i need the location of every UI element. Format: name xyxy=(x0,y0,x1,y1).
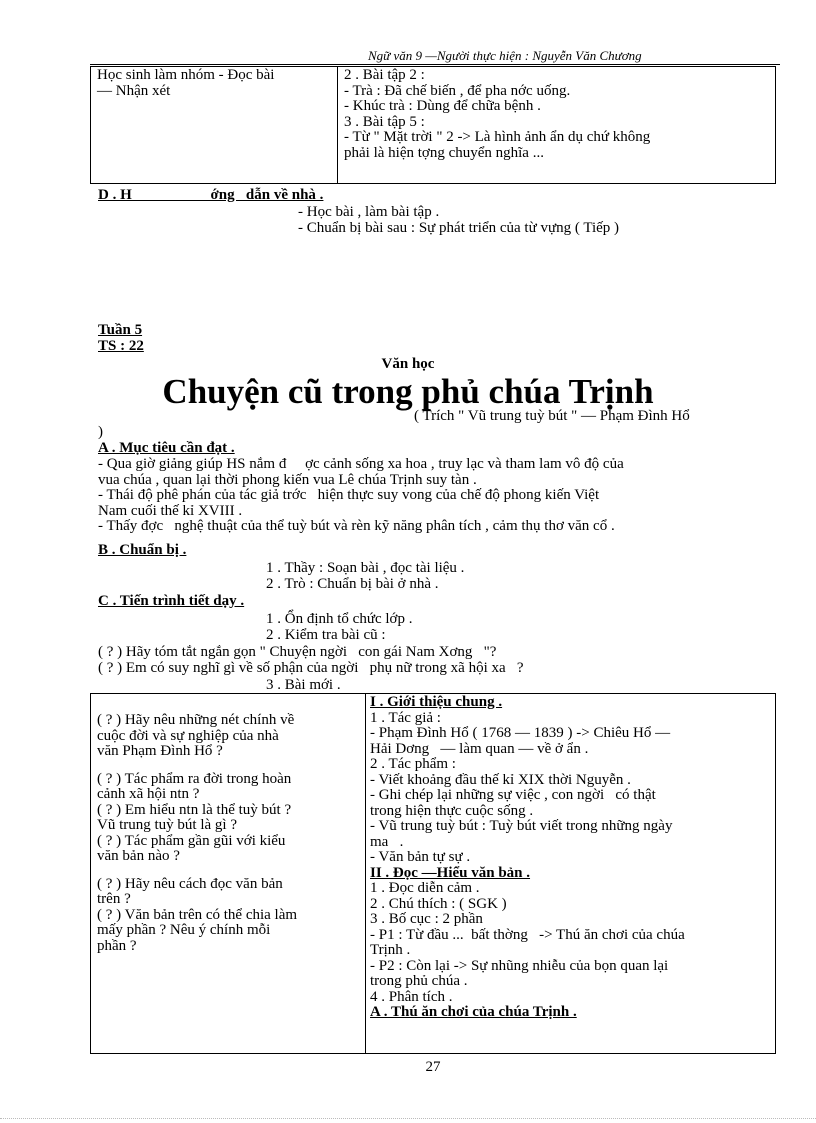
homework-item: - Học bài , làm bài tập . xyxy=(298,204,440,220)
text-line: Hải Dơng — làm quan — về ở ẩn . xyxy=(370,740,589,757)
text-line: ( ? ) Em hiểu ntn là thể tuỳ bút ? xyxy=(97,801,292,818)
text-line: - P2 : Còn lại -> Sự nhũng nhiễu của bọn quan lại xyxy=(370,957,669,974)
text-line: phải là hiện tợng chuyển nghĩa ... xyxy=(344,144,544,161)
text-line: — Nhận xét xyxy=(97,82,171,99)
running-header: Ngữ văn 9 —Người thực hiện : Nguyễn Văn Chương xyxy=(368,48,642,63)
prep-item: 2 . Trò : Chuẩn bị bài ở nhà . xyxy=(266,576,439,592)
page-number: 27 xyxy=(425,1059,441,1075)
lesson-source: ( Trích " Vũ trung tuỳ bút " — Phạm Đình Hổ xyxy=(414,408,690,424)
text-line: cuộc đời và sự nghiệp của nhà xyxy=(97,727,279,744)
section-b-heading: B . Chuẩn bị . xyxy=(98,542,187,558)
subject-label: Văn học xyxy=(381,356,435,372)
text-line: - P1 : Từ đầu ... bất thờng -> Thú ăn chơi của chúa xyxy=(370,926,685,943)
lesson-table xyxy=(90,693,776,1054)
text-line: mấy phần ? Nêu ý chính mỗi xyxy=(97,922,271,938)
text-line: phần ? xyxy=(97,937,137,954)
procedure-item: 2 . Kiểm tra bài cũ : xyxy=(266,627,386,643)
week-label: Tuần 5 xyxy=(98,322,143,338)
text-line: vua chúa , quan lại thời phong kiến vua Lê chúa Trịnh suy tàn . xyxy=(98,471,477,488)
review-question: ( ? ) Hãy tóm tắt ngắn gọn " Chuyện ngời con gái Nam Xơng "? xyxy=(98,644,497,660)
text-line: - Khúc trà : Dùng để chữa bệnh . xyxy=(344,98,541,114)
text-line: Vũ trung tuỳ bút là gì ? xyxy=(97,817,237,833)
text-line: ( ? ) Văn bản trên có thể chia làm xyxy=(97,906,298,923)
exercise-table xyxy=(90,66,776,184)
header-rule xyxy=(90,64,780,65)
text-line: 1 . Đọc diễn cảm . xyxy=(370,880,480,896)
lesson-table-content xyxy=(366,694,776,1054)
text-line: 3 . Bố cục : 2 phần xyxy=(370,911,483,927)
text-line: ( ? ) Tác phẩm ra đời trong hoàn xyxy=(97,770,292,787)
text-line: Nam cuối thế kỉ XVIII . xyxy=(98,502,243,519)
period-label: TS : 22 xyxy=(98,338,144,354)
content-heading-analysis: A . Thú ăn chơi của chúa Trịnh . xyxy=(370,1004,577,1020)
content-heading-reading: II . Đọc —Hiểu văn bản . xyxy=(370,864,531,881)
text-line: - Trà : Đã chế biến , để pha nớc uống. xyxy=(344,82,571,99)
text-line: trong phủ chúa . xyxy=(370,973,468,989)
text-line: 2 . Tác phẩm : xyxy=(370,756,456,772)
text-line: 4 . Phân tích . xyxy=(370,988,453,1005)
text-line: - Vũ trung tuỳ bút : Tuỳ bút viết trong những ngày xyxy=(370,818,673,834)
lesson-title: Chuyện cũ trong phủ chúa Trịnh xyxy=(162,372,654,411)
review-question: ( ? ) Em có suy nghĩ gì về số phận của ngời phụ nữ trong xã hội xa ? xyxy=(98,660,524,676)
text-line: 1 . Tác giả : xyxy=(370,709,441,726)
text-line: Trịnh . xyxy=(370,942,411,958)
text-line: - Phạm Đình Hổ ( 1768 — 1839 ) -> Chiêu Hổ — xyxy=(370,725,671,741)
text-line: 3 . Bài tập 5 : xyxy=(344,113,425,130)
exercise-table-right xyxy=(338,67,776,184)
homework-item: - Chuẩn bị bài sau : Sự phát triển của từ vựng ( Tiếp ) xyxy=(298,220,620,236)
text-line: ( ? ) Hãy nêu những nét chính về xyxy=(97,712,295,728)
prep-item: 1 . Thầy : Soạn bài , đọc tài liệu . xyxy=(266,560,465,576)
text-line: - Văn bản tự sự . xyxy=(370,849,471,865)
text-line: văn Phạm Đình Hổ ? xyxy=(97,743,223,759)
text-line: 2 . Chú thích : ( SGK ) xyxy=(370,895,507,912)
text-line: - Qua giờ giảng giúp HS nắm đ ợc cảnh sống xa hoa , truy lạc và tham lam vô độ của xyxy=(98,456,624,472)
text-line: 2 . Bài tập 2 : xyxy=(344,67,425,83)
text-line: trong hiện thực cuộc sống . xyxy=(370,802,534,819)
text-line: - Thái độ phê phán của tác giả trớc hiện thực suy vong của chế độ phong kiến Việt xyxy=(98,487,600,503)
text-line: - Thấy đợc nghệ thuật của thể tuỳ bút và rèn kỹ năng phân tích , cảm thụ thơ văn cổ . xyxy=(98,518,615,534)
page-edge-divider xyxy=(0,1118,816,1119)
objectives-list xyxy=(98,457,770,535)
content-heading-intro: I . Giới thiệu chung . xyxy=(370,694,503,710)
exercise-table-left xyxy=(91,67,338,184)
text-line: cảnh xã hội ntn ? xyxy=(97,786,200,802)
new-lesson-label: 3 . Bài mới . xyxy=(266,677,341,693)
section-a-heading: A . Mục tiêu cần đạt . xyxy=(98,440,235,456)
text-line: ma . xyxy=(370,833,404,850)
text-line: văn bản nào ? xyxy=(97,848,180,864)
text-line: ( ? ) Tác phẩm gần gũi với kiểu xyxy=(97,832,286,849)
section-c-heading: C . Tiến trình tiết dạy . xyxy=(98,593,245,609)
lesson-source-close: ) xyxy=(98,424,103,440)
text-line: Học sinh làm nhóm - Đọc bài xyxy=(97,67,275,83)
lesson-table-questions xyxy=(91,694,366,1054)
homework-heading: D . H ớng dẫn về nhà . xyxy=(98,187,324,203)
text-line: trên ? xyxy=(97,891,131,907)
text-line: ( ? ) Hãy nêu cách đọc văn bản xyxy=(97,875,283,892)
text-line: - Từ " Mặt trời " 2 -> Là hình ảnh ẩn dụ chứ không xyxy=(344,129,651,145)
procedure-item: 1 . Ổn định tổ chức lớp . xyxy=(266,611,413,627)
text-line: - Viết khoảng đầu thế kỉ XIX thời Nguyễn . xyxy=(370,771,631,788)
text-line: - Ghi chép lại những sự việc , con ngời có thật xyxy=(370,787,656,803)
